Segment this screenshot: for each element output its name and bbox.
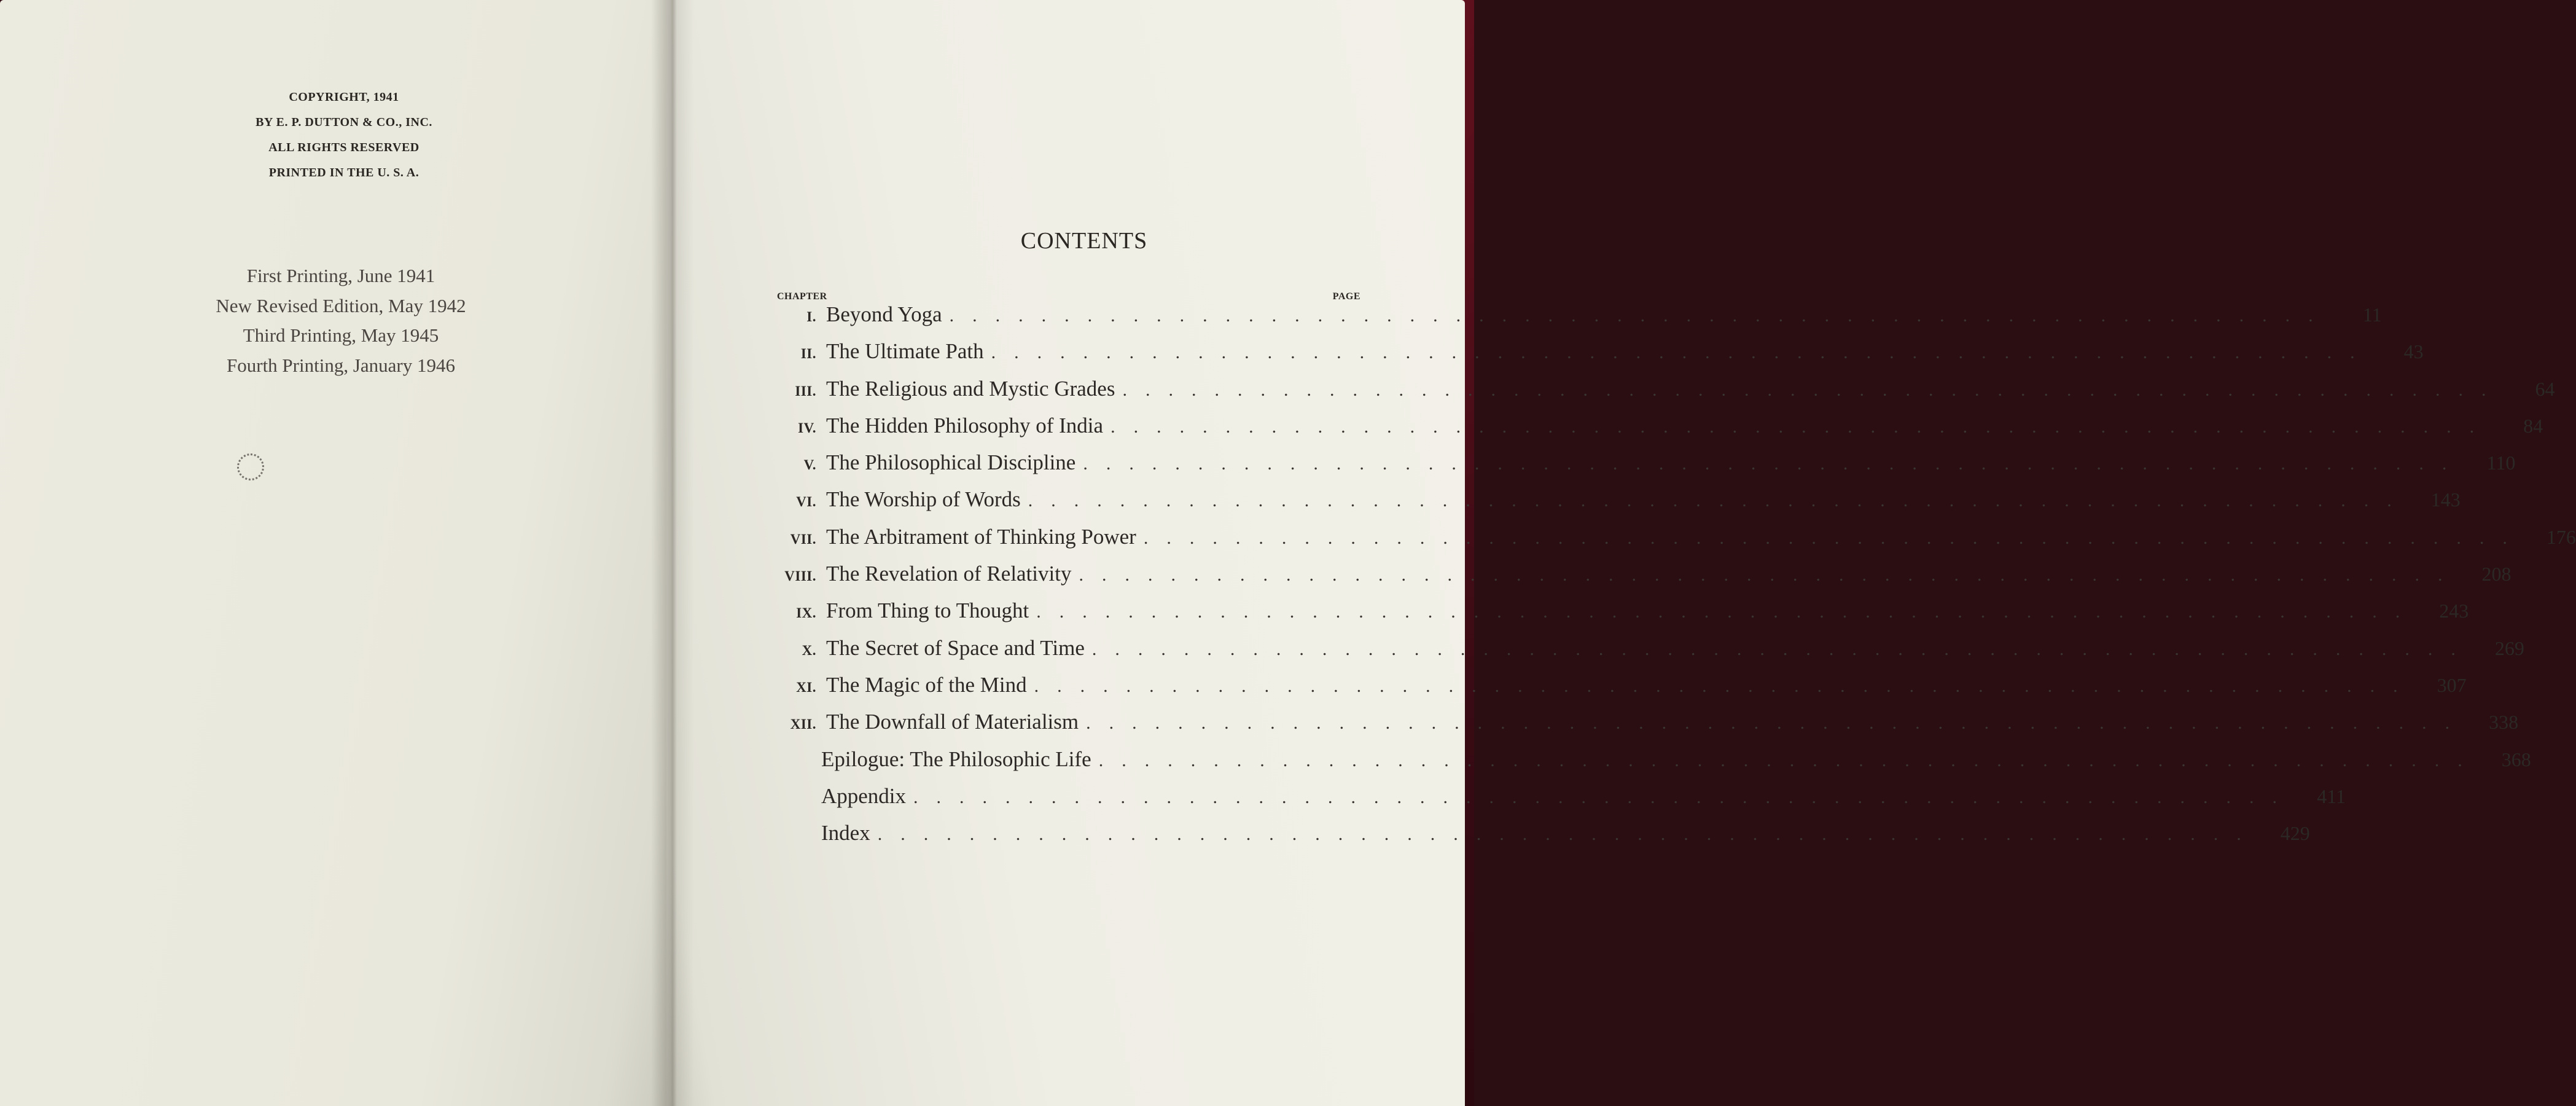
- chapter-title: The Revelation of Relativity: [826, 562, 1072, 586]
- page-number: 110: [2486, 452, 2516, 474]
- chapter-title: Epilogue: The Philosophic Life: [821, 747, 1091, 771]
- printing-line: Fourth Printing, January 1946: [227, 354, 455, 376]
- chapter-title: The Philosophical Discipline: [826, 450, 1076, 475]
- page-number: 429: [2280, 822, 2310, 845]
- chapter-title: The Hidden Philosophy of India: [826, 413, 1104, 437]
- dot-leader: ............................................................: [1122, 379, 2505, 400]
- chapter-column-label: CHAPTER: [777, 291, 827, 302]
- chapter-title: The Downfall of Materialism: [826, 710, 1079, 734]
- toc-entry: [777, 302, 2382, 339]
- ink-smudge: [237, 453, 264, 480]
- toc-entry: [777, 710, 2519, 747]
- chapter-title: The Arbitrament of Thinking Power: [826, 524, 1136, 549]
- page-number: 411: [2317, 785, 2346, 807]
- toc-entry: [777, 635, 2524, 673]
- dot-leader: ............................................................: [1143, 527, 2526, 548]
- chapter-numeral: II.: [800, 346, 816, 362]
- rights-line: ALL RIGHTS RESERVED: [268, 141, 420, 154]
- page-number: 64: [2535, 377, 2555, 400]
- dot-leader: ............................................................: [949, 305, 2332, 326]
- chapter-title: Index: [821, 821, 870, 845]
- chapter-numeral: XI.: [796, 679, 816, 695]
- printing-line: First Printing, June 1941: [246, 265, 435, 286]
- chapter-numeral: I.: [806, 309, 816, 324]
- printing-line: New Revised Edition, May 1942: [216, 294, 466, 316]
- printing-history: [184, 261, 498, 380]
- page-number: 368: [2501, 748, 2531, 771]
- dot-leader: ............................................................: [991, 342, 2373, 363]
- dot-leader: ............................................................: [1079, 565, 2461, 586]
- page-number: 143: [2430, 488, 2461, 511]
- toc-entries: [777, 302, 2576, 858]
- toc-entry: [777, 487, 2461, 524]
- dot-leader: ............................................................: [877, 824, 2260, 845]
- page-number: 243: [2439, 600, 2469, 622]
- page-number: 208: [2481, 563, 2512, 586]
- printed-in-line: PRINTED IN THE U. S. A.: [268, 166, 420, 179]
- left-page: [0, 0, 673, 1106]
- toc-entry: [777, 450, 2516, 487]
- copyright-line: COPYRIGHT, 1941: [289, 90, 399, 104]
- chapter-numeral: IV.: [798, 420, 816, 436]
- toc-entry: [777, 747, 2531, 784]
- page-number: 43: [2403, 340, 2424, 363]
- chapter-title: The Secret of Space and Time: [826, 635, 1085, 660]
- chapter-title: Beyond Yoga: [826, 302, 942, 326]
- chapter-numeral: VI.: [796, 494, 816, 510]
- chapter-title: From Thing to Thought: [826, 598, 1029, 623]
- dot-leader: ............................................................: [1034, 675, 2416, 696]
- dot-leader: ............................................................: [1083, 453, 2465, 474]
- dot-leader: ............................................................: [913, 786, 2296, 807]
- dot-leader: ............................................................: [1098, 750, 2481, 771]
- chapter-numeral: V.: [803, 457, 816, 473]
- page-number: 269: [2494, 637, 2524, 659]
- chapter-title: The Magic of the Mind: [826, 672, 1027, 697]
- dot-leader: ............................................................: [1086, 713, 2469, 734]
- dot-leader: ............................................................: [1091, 638, 2474, 659]
- chapter-numeral: XII.: [790, 716, 816, 732]
- printing-line: Third Printing, May 1945: [243, 324, 439, 346]
- toc-entry: [777, 413, 2543, 450]
- chapter-title: The Ultimate Path: [826, 339, 984, 364]
- page-column-label: PAGE: [1332, 291, 1360, 302]
- copyright-block: [215, 85, 473, 186]
- toc-entry: [777, 524, 2576, 562]
- chapter-title: Appendix: [821, 783, 907, 808]
- chapter-numeral: VIII.: [784, 568, 816, 584]
- contents-heading: CONTENTS: [1020, 228, 1148, 254]
- publisher-line: BY E. P. DUTTON & CO., INC.: [256, 116, 432, 129]
- page-number: 84: [2523, 414, 2543, 437]
- dot-leader: ............................................................: [1110, 416, 2493, 437]
- page-number: 176: [2546, 525, 2576, 548]
- chapter-numeral: VII.: [790, 531, 816, 547]
- chapter-numeral: III.: [795, 383, 816, 399]
- chapter-numeral: X.: [802, 642, 816, 658]
- dot-leader: ............................................................: [1036, 602, 2419, 622]
- toc-entry: [777, 598, 2469, 635]
- toc-entry: [777, 562, 2512, 598]
- dot-leader: ............................................................: [1028, 490, 2410, 511]
- toc-entry: [777, 821, 2310, 858]
- toc-entry: [777, 376, 2555, 414]
- page-number: 11: [2362, 304, 2382, 326]
- chapter-title: The Religious and Mystic Grades: [826, 376, 1115, 401]
- toc-entry: [777, 783, 2346, 821]
- chapter-numeral: IX.: [796, 605, 816, 621]
- toc-entry: [777, 339, 2424, 376]
- page-number: 307: [2437, 673, 2467, 696]
- chapter-title: The Worship of Words: [826, 487, 1021, 512]
- table-of-contents: [777, 227, 2576, 858]
- page-number: 338: [2489, 711, 2519, 734]
- book-gutter: [651, 0, 694, 1106]
- toc-column-headers: [777, 279, 1360, 302]
- toc-entry: [777, 672, 2467, 710]
